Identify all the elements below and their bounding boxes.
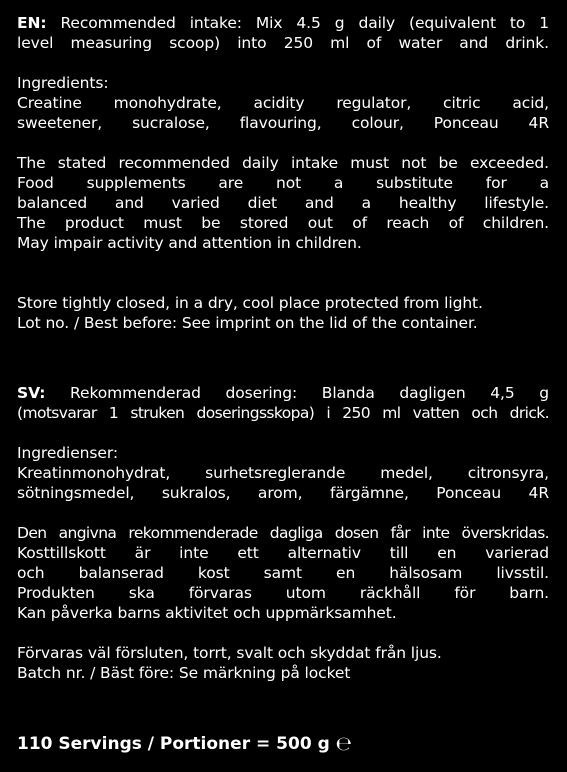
en-warning-line-1: The stated recommended daily intake must not be exceeded. [17,154,549,172]
sv-ingredients-line-2: sötningsmedel, sukralos, arom, färgämne, Ponceau 4R [17,484,549,502]
en-storage-line-1: Store tightly closed, in a dry, cool place protected from light. [17,294,483,312]
sv-intake-section [17,383,549,423]
en-warning-section [17,153,549,253]
sv-storage-section [17,643,549,683]
en-warning-line-3: balanced and varied diet and a healthy lifestyle. [17,194,549,212]
en-ingredients-section [17,73,549,133]
sv-storage-line-1: Förvaras väl försluten, torrt, svalt och skyddat från ljus. [17,644,442,662]
sv-label: SV: [17,384,46,402]
sv-warning-line-5: Kan påverka barns aktivitet och uppmärksamhet. [17,604,397,622]
en-label: EN: [17,14,47,32]
en-ingredients-line-1: Creatine monohydrate, acidity regulator, citric acid, [17,94,549,112]
sv-storage-line-2: Batch nr. / Bäst före: Se märkning på locket [17,664,351,682]
sv-ingredients-line-1: Kreatinmonohydrat, surhetsreglerande medel, citronsyra, [17,464,549,482]
en-warning-line-2: Food supplements are not a substitute for a [17,174,549,192]
en-storage-section [17,293,549,333]
en-warning-line-5: May impair activity and attention in children. [17,234,362,252]
en-ingredients-heading: Ingredients: [17,74,109,92]
en-intake-section [17,13,549,53]
sv-intake-line-1: SV: Rekommenderad dosering: Blanda dagligen 4,5 g [17,384,549,402]
sv-warning-line-2: Kosttillskott är inte ett alternativ till en varierad [17,544,549,562]
en-ingredients-line-2: sweetener, sucralose, flavouring, colour, Ponceau 4R [17,114,549,132]
sv-warning-line-3: och balanserad kost samt en hälsosam livsstil. [17,564,549,582]
label-text-panel [17,13,549,755]
en-intake-line-2: level measuring scoop) into 250 ml of water and drink. [17,34,549,52]
sv-ingredients-heading: Ingredienser: [17,444,118,462]
sv-warning-line-4: Produkten ska förvaras utom räckhåll för barn. [17,584,549,602]
en-intake-line-1: EN: Recommended intake: Mix 4.5 g daily (equivalent to 1 [17,14,549,32]
en-warning-line-4: The product must be stored out of reach of children. [17,214,549,232]
servings-text: 110 Servings / Portioner = 500 g [17,734,330,754]
servings-footer [17,733,549,755]
sv-warning-section [17,523,549,623]
sv-warning-line-1: Den angivna rekommenderade dagliga dosen får inte överskridas. [17,524,549,542]
sv-ingredients-section [17,443,549,503]
estimated-sign-icon: ℮ [335,733,352,755]
en-storage-line-2: Lot no. / Best before: See imprint on the lid of the container. [17,314,478,332]
sv-intake-line-2: (motsvarar 1 struken doseringsskopa) i 250 ml vatten och drick. [17,404,549,422]
